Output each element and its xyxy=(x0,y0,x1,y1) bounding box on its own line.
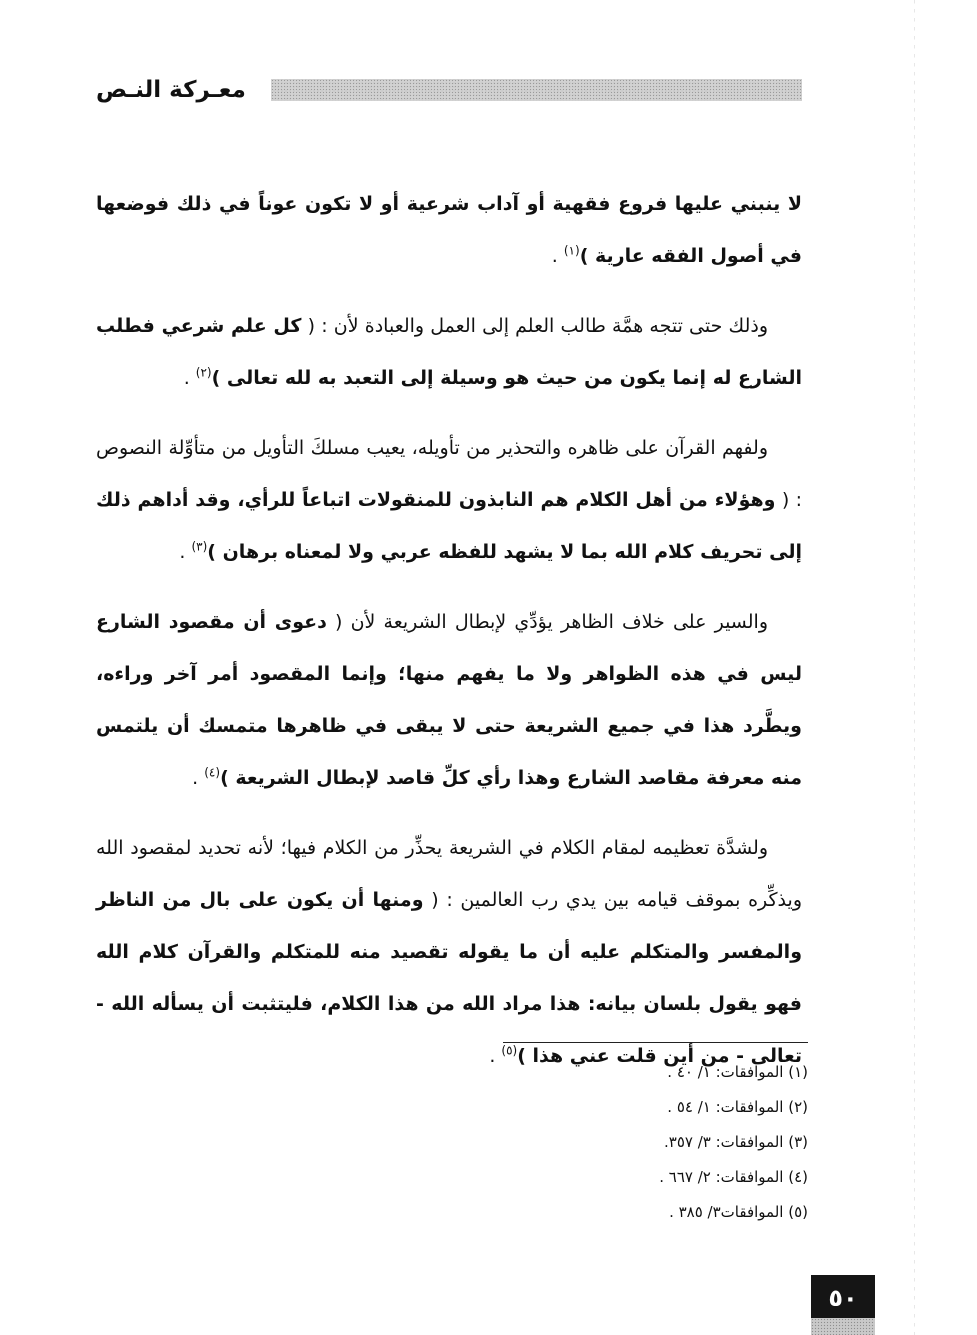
footnote-ref: (٤) xyxy=(204,765,221,780)
paragraph-end: . xyxy=(489,1045,496,1067)
footnote-divider xyxy=(503,1042,808,1043)
quoted-text: ومنها أن يكون على بال من الناظر والمفسر والمتكلم عليه أن ما يقوله تقصيد منه للمتكلم والقرآن كلام الله فهو يقول بلسان بيانه: هذا مراد الله من هذا الكلام، فليتثبت أن يسأله الله - تعالى - من أين قلت عني هذا ) xyxy=(96,889,802,1067)
quoted-text: وهؤلاء من أهل الكلام هم النابذون للمنقولات اتباعاً للرأي، وقد أداهم ذلك إلى تحريف كلام الله بما لا يشهد للفظه عربي ولا لمعناه برهان ) xyxy=(96,489,802,563)
quoted-text: كل علم شرعي فطلب الشارع له إنما يكون من حيث هو وسيلة إلى التعبد به لله تعالى ) xyxy=(96,315,802,389)
page-number-pattern xyxy=(811,1318,875,1335)
page-number: ٥٠ xyxy=(828,1284,858,1312)
paragraph-5 xyxy=(96,822,802,1082)
running-header xyxy=(96,72,802,108)
header-pattern-bar xyxy=(271,79,802,101)
paragraph-4 xyxy=(96,596,802,804)
main-text xyxy=(96,178,802,1100)
paragraph-3 xyxy=(96,422,802,578)
footnote-3: (٣) الموافقات: ٣/ ٣٥٧. xyxy=(664,1133,808,1151)
footnote-5: (٥) الموافقات٣/ ٣٨٥ . xyxy=(669,1203,808,1221)
chapter-title: معـركة النـص xyxy=(96,77,246,103)
quoted-text: لا ينبني عليها فروع فقهية أو آداب شرعية أو لا تكون عوناً في ذلك فوضعها في أصول الفقه عارية ) xyxy=(96,193,802,267)
paragraph-end: . xyxy=(179,541,186,563)
footnotes xyxy=(500,1055,808,1230)
footnote-1: (١) الموافقات: ١/ ٤٠ . xyxy=(667,1063,808,1081)
paragraph-1 xyxy=(96,178,802,282)
paragraph-end: . xyxy=(192,767,199,789)
footnote-2: (٢) الموافقات: ١/ ٥٤ . xyxy=(667,1098,808,1116)
footnote-ref: (٥) xyxy=(501,1043,518,1058)
scan-edge xyxy=(914,0,915,1335)
footnote-ref: (٢) xyxy=(195,365,212,380)
paragraph-lead: وذلك حتى تتجه همَّة طالب العلم إلى العمل والعبادة لأن : ( xyxy=(301,315,768,337)
paragraph-end: . xyxy=(183,367,190,389)
paragraph-lead: ولشدَّة تعظيمه لمقام الكلام في الشريعة يحذِّر من الكلام فيها؛ لأنه تحديد لمقصود الله ويذكِّره بموقف قيامه بين يدي رب العالمين : ( xyxy=(96,837,802,911)
footnote-ref: (١) xyxy=(563,243,580,258)
paragraph-lead: ولفهم القرآن على ظاهره والتحذير من تأويله، يعيب مسلكَ التأويل من متأوِّلة النصوص : ( xyxy=(96,437,802,511)
paragraph-2 xyxy=(96,300,802,404)
paragraph-end: . xyxy=(551,245,558,267)
footnote-ref: (٣) xyxy=(191,539,208,554)
paragraph-lead: والسير على خلاف الظاهر يؤدِّي لإبطال الشريعة لأن ( xyxy=(326,611,768,633)
quoted-text: دعوى أن مقصود الشارع ليس في هذه الظواهر ولا ما يفهم منها؛ وإنما المقصود أمر آخر وراءه، ويطَّرد هذا في جميع الشريعة حتى لا يبقى في ظاهرها متمسك أن يلتمس منه معرفة مقاصد الشارع وهذا رأي كلِّ قاصد لإبطال الشريعة ) xyxy=(96,611,802,789)
footnote-4: (٤) الموافقات: ٢/ ٦٦٧ . xyxy=(659,1168,808,1186)
